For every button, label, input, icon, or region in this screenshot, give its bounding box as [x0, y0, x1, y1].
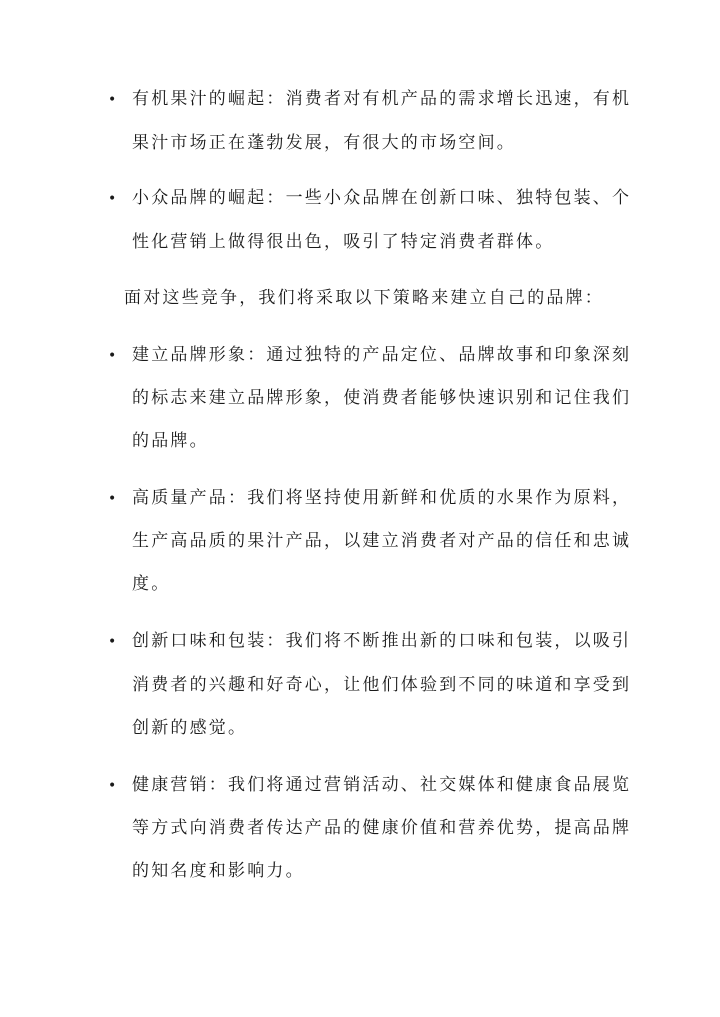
paragraph-line: 的知名度和影响力。 [132, 861, 305, 881]
paragraph-line: 有机果汁的崛起：消费者对有机产品的需求增长迅速，有机 [132, 89, 632, 109]
paragraph-line: 的品牌。 [132, 431, 209, 451]
paragraph-line: 高质量产品：我们将坚持使用新鲜和优质的水果作为原料， [132, 488, 632, 508]
paragraph-line: 创新的感觉。 [132, 718, 248, 738]
paragraph-line: 度。 [132, 574, 171, 594]
bullet-icon: • [108, 348, 117, 364]
bullet-icon: • [108, 92, 117, 108]
paragraph-line: 果汁市场正在蓬勃发展，有很大的市场空间。 [132, 133, 516, 153]
intro-paragraph: 面对这些竞争，我们将采取以下策略来建立自己的品牌： [124, 288, 604, 308]
bullet-icon: • [108, 491, 117, 507]
paragraph-line: 消费者的兴趣和好奇心，让他们体验到不同的味道和享受到 [132, 675, 632, 695]
paragraph-line: 创新口味和包装：我们将不断推出新的口味和包装，以吸引 [132, 631, 632, 651]
paragraph-line: 建立品牌形象：通过独特的产品定位、品牌故事和印象深刻 [132, 345, 632, 365]
bullet-icon: • [108, 634, 117, 650]
paragraph-line: 小众品牌的崛起：一些小众品牌在创新口味、独特包装、个 [132, 188, 632, 208]
paragraph-line: 生产高品质的果汁产品，以建立消费者对产品的信任和忠诚 [132, 531, 632, 551]
bullet-icon: • [108, 191, 117, 207]
bullet-icon: • [108, 778, 117, 794]
paragraph-line: 的标志来建立品牌形象，使消费者能够快速识别和记住我们 [132, 388, 632, 408]
paragraph-line: 等方式向消费者传达产品的健康价值和营养优势，提高品牌 [132, 818, 632, 838]
paragraph-line: 性化营销上做得很出色，吸引了特定消费者群体。 [132, 232, 555, 252]
paragraph-line: 健康营销：我们将通过营销活动、社交媒体和健康食品展览 [132, 775, 632, 795]
